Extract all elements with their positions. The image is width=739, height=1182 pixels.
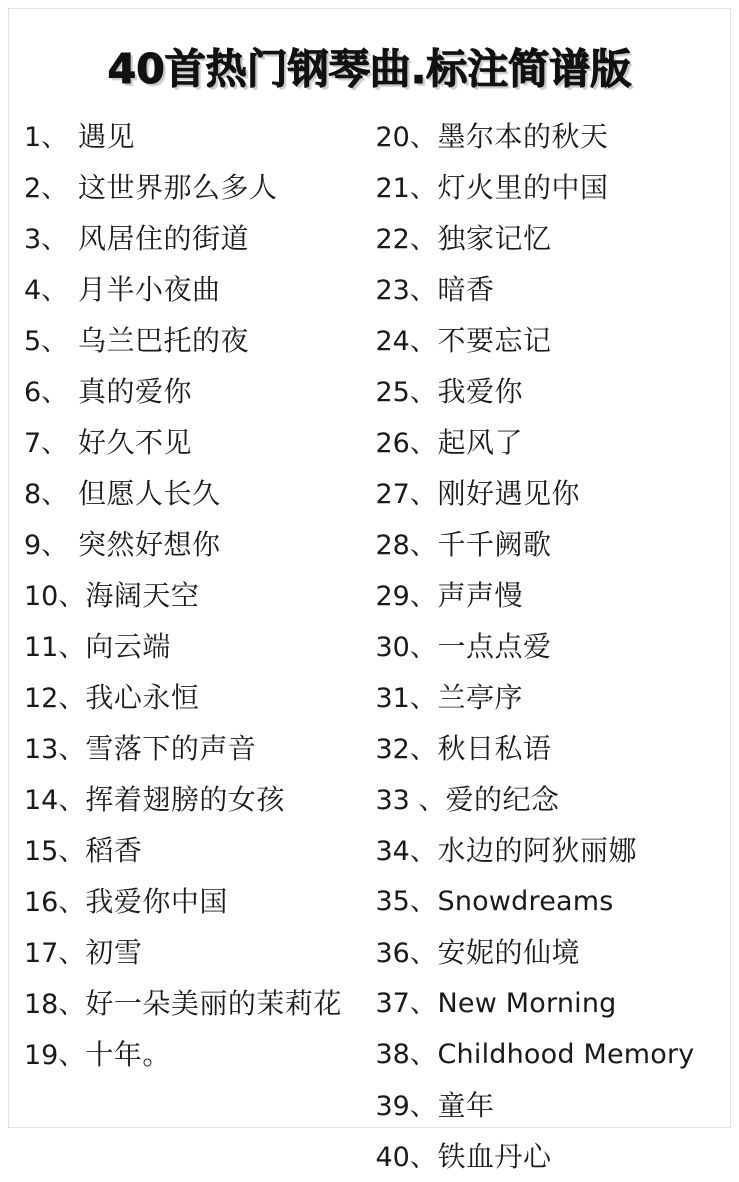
- list-item-title: 秋日私语: [437, 732, 552, 765]
- list-item: [24, 111, 370, 162]
- list-item-title: 真的爱你: [78, 375, 193, 408]
- list-item-title: 一点点爱: [437, 630, 552, 663]
- list-item: [24, 825, 370, 876]
- list-item-title: New Morning: [437, 988, 617, 1019]
- list-item-title: 好久不见: [78, 426, 193, 459]
- list-item-number: 17、: [24, 938, 86, 969]
- list-item: [376, 672, 720, 723]
- list-item-title: 突然好想你: [78, 528, 221, 561]
- list-item: [376, 1080, 720, 1131]
- list-item-title: 我心永恒: [85, 681, 200, 714]
- list-item: [24, 315, 370, 366]
- list-item-number: 31、: [375, 683, 437, 714]
- list-item-number: 35、: [375, 886, 437, 917]
- list-item: [376, 162, 720, 213]
- list-item: [24, 417, 370, 468]
- list-item: [376, 1131, 720, 1182]
- list-item: [376, 111, 720, 162]
- list-item-number: 1、: [24, 122, 69, 153]
- list-item-title: 暗香: [437, 273, 495, 306]
- list-item-number: 25、: [375, 377, 437, 408]
- list-item-number: 22、: [375, 224, 437, 255]
- list-item-title: 海阔天空: [85, 579, 200, 612]
- list-item: [376, 366, 720, 417]
- list-item: [376, 927, 720, 978]
- list-item-number: 18、: [24, 989, 86, 1020]
- list-item-number: 34、: [375, 836, 437, 867]
- song-columns: [16, 111, 723, 1182]
- list-item: [376, 468, 720, 519]
- list-item-number: 27、: [375, 479, 437, 510]
- list-item-number: 4、: [24, 275, 69, 306]
- list-item-title: Childhood Memory: [437, 1039, 695, 1070]
- list-item: [24, 927, 370, 978]
- list-item: [376, 723, 720, 774]
- list-item-title: 独家记忆: [437, 222, 552, 255]
- list-item-number: 14、: [24, 785, 86, 816]
- list-item-title: 千千阙歌: [437, 528, 552, 561]
- list-item-title: 我爱你中国: [85, 885, 228, 918]
- list-item: [376, 1029, 720, 1080]
- list-item: [24, 774, 370, 825]
- list-item-title: 乌兰巴托的夜: [78, 324, 250, 357]
- list-item: [376, 570, 720, 621]
- list-item-number: 11、: [24, 632, 86, 663]
- list-item: [24, 264, 370, 315]
- list-item-title: 风居住的街道: [78, 222, 250, 255]
- list-item-title: 不要忘记: [437, 324, 552, 357]
- list-item: [376, 621, 720, 672]
- list-item: [376, 264, 720, 315]
- list-item-number: 15、: [24, 836, 86, 867]
- list-item-title: 我爱你: [437, 375, 524, 408]
- list-item-title: 月半小夜曲: [78, 273, 221, 306]
- list-item-number: 32、: [375, 734, 437, 765]
- list-item-number: 37、: [375, 988, 437, 1019]
- list-item-number: 28、: [375, 530, 437, 561]
- list-item-number: 33 、: [375, 785, 446, 816]
- list-item: [24, 162, 370, 213]
- list-item-title: 安妮的仙境: [437, 936, 581, 969]
- list-item-number: 6、: [24, 377, 69, 408]
- song-column-left: [20, 111, 370, 1182]
- list-item-title: 声声慢: [437, 579, 524, 612]
- list-item-title: 墨尔本的秋天: [437, 120, 609, 153]
- list-item: [24, 621, 370, 672]
- page-title: 40首热门钢琴曲.标注简谱版: [107, 45, 632, 93]
- list-item-number: 24、: [375, 326, 437, 357]
- list-item-title: 雪落下的声音: [85, 732, 257, 765]
- list-item: [24, 978, 370, 1029]
- list-item: [376, 774, 720, 825]
- list-item: [24, 570, 370, 621]
- list-item-number: 8、: [24, 479, 69, 510]
- song-column-right: [370, 111, 720, 1182]
- list-item: [24, 723, 370, 774]
- list-item-title: 这世界那么多人: [78, 171, 278, 204]
- list-item-number: 26、: [375, 428, 437, 459]
- list-item-number: 20、: [375, 122, 437, 153]
- list-item: [24, 519, 370, 570]
- list-item: [376, 876, 720, 927]
- list-item-number: 29、: [375, 581, 437, 612]
- list-item: [376, 417, 720, 468]
- list-item: [376, 213, 720, 264]
- list-item-title: 水边的阿狄丽娜: [437, 834, 638, 867]
- title-block: [16, 36, 723, 95]
- list-item-title: 向云端: [85, 630, 171, 663]
- list-item-number: 30、: [375, 632, 437, 663]
- list-item-title: 刚好遇见你: [437, 477, 581, 510]
- list-item-number: 10、: [24, 581, 86, 612]
- list-item-title: 但愿人长久: [78, 477, 221, 510]
- list-item: [24, 213, 370, 264]
- list-item-number: 19、: [24, 1040, 86, 1071]
- list-item: [376, 519, 720, 570]
- list-item-title: 灯火里的中国: [437, 171, 609, 204]
- list-item-number: 39、: [375, 1091, 437, 1122]
- list-item-title: 好一朵美丽的茉莉花: [85, 987, 342, 1020]
- list-item-number: 23、: [375, 275, 437, 306]
- list-item-number: 38、: [375, 1039, 437, 1070]
- list-item: [376, 315, 720, 366]
- list-item-title: 兰亭序: [437, 681, 524, 714]
- list-item-number: 13、: [24, 734, 86, 765]
- list-item-title: 遇见: [78, 120, 136, 153]
- list-item-title: 初雪: [85, 936, 143, 969]
- list-item-title: 童年: [437, 1089, 495, 1122]
- list-item-number: 7、: [24, 428, 69, 459]
- list-item-number: 16、: [24, 887, 86, 918]
- list-item: [376, 978, 720, 1029]
- list-item: [24, 468, 370, 519]
- list-item-title: 爱的纪念: [445, 783, 560, 816]
- list-item-number: 5、: [24, 326, 69, 357]
- list-item-number: 36、: [375, 938, 437, 969]
- list-item-title: 十年。: [85, 1038, 171, 1071]
- list-item-number: 3、: [24, 224, 69, 255]
- list-item-number: 2、: [24, 173, 69, 204]
- list-item: [24, 672, 370, 723]
- list-item: [24, 366, 370, 417]
- list-item: [24, 1029, 370, 1080]
- list-item-title: Snowdreams: [437, 886, 614, 917]
- list-item-title: 起风了: [437, 426, 524, 459]
- list-item-number: 21、: [375, 173, 437, 204]
- list-item-number: 12、: [24, 683, 86, 714]
- list-item: [376, 825, 720, 876]
- list-item-number: 40、: [375, 1142, 437, 1173]
- list-item-title: 铁血丹心: [437, 1140, 552, 1173]
- list-item-number: 9、: [24, 530, 69, 561]
- list-item: [24, 876, 370, 927]
- list-item-title: 稻香: [85, 834, 143, 867]
- list-item-title: 挥着翅膀的女孩: [85, 783, 285, 816]
